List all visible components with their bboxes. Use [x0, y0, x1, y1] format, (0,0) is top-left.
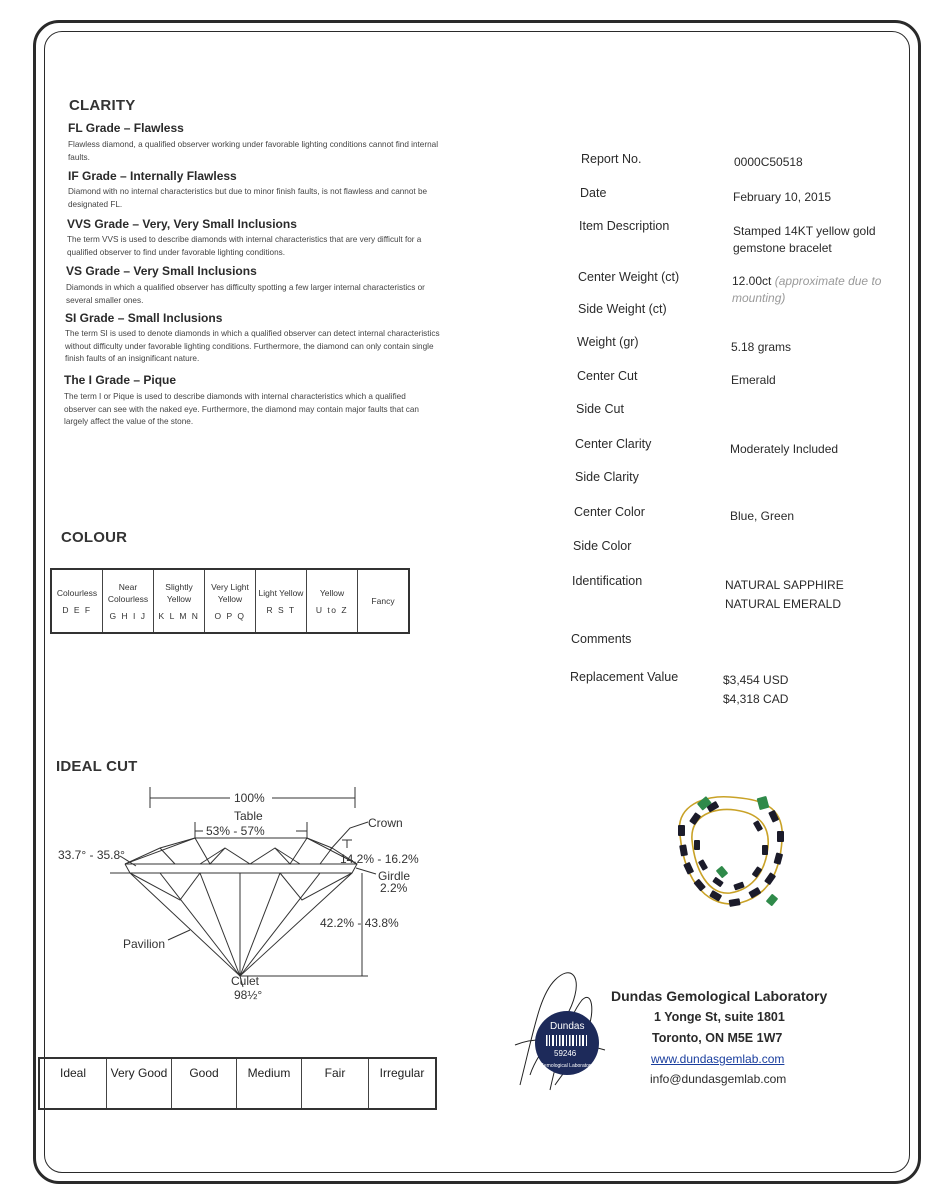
lab-name: Dundas Gemological Laboratory	[611, 988, 828, 1004]
lab-email[interactable]: info@dundasgemlab.com	[650, 1072, 787, 1086]
center-color-value: Blue, Green	[730, 509, 795, 523]
crown-height-label: 14.2% - 16.2%	[340, 852, 419, 866]
grade-fl-desc: Flawless diamond, a qualified observer working under favorable lighting conditions cannot find internal faults.	[68, 140, 439, 162]
colour-cell	[154, 569, 205, 633]
pavilion-depth-label: 42.2% - 43.8%	[320, 916, 399, 930]
weight-gr-label: Weight (gr)	[577, 335, 639, 349]
girdle-value-label: 2.2%	[380, 881, 408, 895]
grade-vvs-desc: The term VVS is used to describe diamonds with internal characteristics that are very difficult for a qualified observer to find under favorable lighting conditions.	[67, 235, 422, 257]
lab-address-1: 1 Yonge St, suite 1801	[654, 1010, 785, 1024]
item-description-label: Item Description	[579, 219, 670, 233]
grade-vs-title: VS Grade – Very Small Inclusions	[66, 264, 257, 278]
grade-i-title: The I Grade – Pique	[64, 373, 177, 387]
lab-website-link[interactable]: www.dundasgemlab.com	[651, 1052, 785, 1066]
colour-name: Very Light Yellow	[211, 582, 249, 604]
table-label: Table	[234, 809, 263, 823]
colour-name: Yellow	[319, 588, 345, 598]
crown-label: Crown	[368, 816, 403, 830]
seal-arc-text: Gemological Laboratory	[540, 1063, 594, 1069]
grade-si-desc: The term SI is used to denote diamonds in which a qualified observer can detect internal characteristics without difficulty under favorable lighting conditions. Furthermore, the diamond can only contain single finish faults of an insignificant nature.	[65, 329, 440, 363]
colour-letters: D E F	[62, 605, 92, 615]
center-color-label: Center Color	[574, 505, 645, 519]
replacement-value-label: Replacement Value	[570, 670, 679, 684]
report-no-label: Report No.	[581, 152, 642, 166]
center-weight-amount: 12.00ct	[732, 274, 772, 288]
identification-label: Identification	[572, 574, 643, 588]
colour-name: Colourless	[56, 588, 98, 598]
side-color-label: Side Color	[573, 539, 632, 553]
cut-grade-table	[38, 1057, 437, 1110]
replacement-usd-value: $3,454 USD	[723, 673, 789, 687]
colour-scale-table	[50, 568, 410, 634]
center-cut-value: Emerald	[731, 373, 776, 387]
grade-if-title: IF Grade – Internally Flawless	[68, 169, 237, 183]
colour-cell	[307, 569, 358, 633]
colour-cell	[256, 569, 307, 633]
culet-label: Culet	[231, 974, 260, 988]
weight-gr-value: 5.18 grams	[731, 340, 792, 354]
cut-grade-cell: Fair	[302, 1058, 369, 1109]
total-width-label: 100%	[234, 791, 265, 805]
cut-grade-cell: Very Good	[107, 1058, 172, 1109]
seal-number: 59246	[554, 1049, 577, 1058]
colour-cell	[103, 569, 154, 633]
center-weight-value	[732, 273, 907, 307]
grade-vs-desc: Diamonds in which a qualified observer has difficulty spotting a few larger internal characteristics or several smaller ones.	[66, 283, 425, 305]
identification-value-2: NATURAL EMERALD	[725, 597, 842, 611]
colour-heading: COLOUR	[61, 529, 128, 546]
clarity-heading: CLARITY	[69, 97, 136, 114]
bracelet-photo	[670, 785, 795, 915]
date-value: February 10, 2015	[733, 190, 832, 204]
center-clarity-label: Center Clarity	[575, 437, 652, 451]
table-range-label: 53% - 57%	[206, 824, 265, 838]
lab-seal-stamp	[510, 965, 620, 1095]
colour-name: Light Yellow	[258, 588, 304, 598]
grade-fl-title: FL Grade – Flawless	[68, 121, 184, 135]
colour-letters: R S T	[266, 605, 296, 615]
colour-letters: O P Q	[214, 611, 246, 621]
comments-label: Comments	[571, 632, 632, 646]
cut-grade-cell: Good	[172, 1058, 237, 1109]
cut-grade-cell: Medium	[237, 1058, 302, 1109]
center-weight-label: Center Weight (ct)	[578, 270, 680, 284]
colour-letters: K L M N	[158, 611, 200, 621]
replacement-cad-value: $4,318 CAD	[723, 692, 789, 706]
side-clarity-label: Side Clarity	[575, 470, 639, 484]
colour-letters: G H I J	[109, 611, 147, 621]
date-label: Date	[580, 186, 607, 200]
pavilion-label: Pavilion	[123, 937, 166, 951]
colour-cell	[205, 569, 256, 633]
center-weight-note: (approximate due to mounting)	[732, 274, 882, 305]
center-cut-label: Center Cut	[577, 369, 638, 383]
cut-grade-cell: Ideal	[39, 1058, 107, 1109]
culet-angle-label: 98½°	[234, 988, 263, 1002]
colour-cell	[358, 569, 410, 633]
grade-vvs-title: VVS Grade – Very, Very Small Inclusions	[67, 217, 297, 231]
grade-i-desc: The term I or Pique is used to describe diamonds with internal characteristics which a qualified observer can see with the naked eye. Furthermore, the diamond may contain major faults that can largely affect the value of the stone.	[64, 392, 419, 426]
seal-name: Dundas	[550, 1021, 585, 1032]
lab-address-2: Toronto, ON M5E 1W7	[652, 1031, 783, 1045]
ideal-cut-heading: IDEAL CUT	[56, 758, 138, 775]
diamond-proportion-diagram	[50, 780, 450, 1005]
center-clarity-value: Moderately Included	[730, 442, 839, 456]
cut-grade-cell: Irregular	[369, 1058, 437, 1109]
item-description-value: Stamped 14KT yellow gold gemstone bracelet	[733, 224, 876, 255]
side-weight-label: Side Weight (ct)	[578, 302, 667, 316]
girdle-label: Girdle	[378, 869, 411, 883]
grade-si-title: SI Grade – Small Inclusions	[65, 311, 223, 325]
side-cut-label: Side Cut	[576, 402, 624, 416]
colour-letters: U to Z	[315, 605, 349, 615]
colour-name: Near Colourless	[107, 582, 149, 604]
crown-angle-label: 33.7° - 35.8°	[58, 848, 125, 862]
colour-name: Fancy	[371, 596, 395, 606]
identification-value-1: NATURAL SAPPHIRE	[725, 578, 844, 592]
colour-cell	[51, 569, 103, 633]
report-no-value: 0000C50518	[734, 155, 803, 169]
colour-name: Slightly Yellow	[165, 582, 193, 604]
grade-if-desc: Diamond with no internal characteristics but due to minor finish faults, is not flawless and cannot be designated FL.	[68, 187, 428, 209]
